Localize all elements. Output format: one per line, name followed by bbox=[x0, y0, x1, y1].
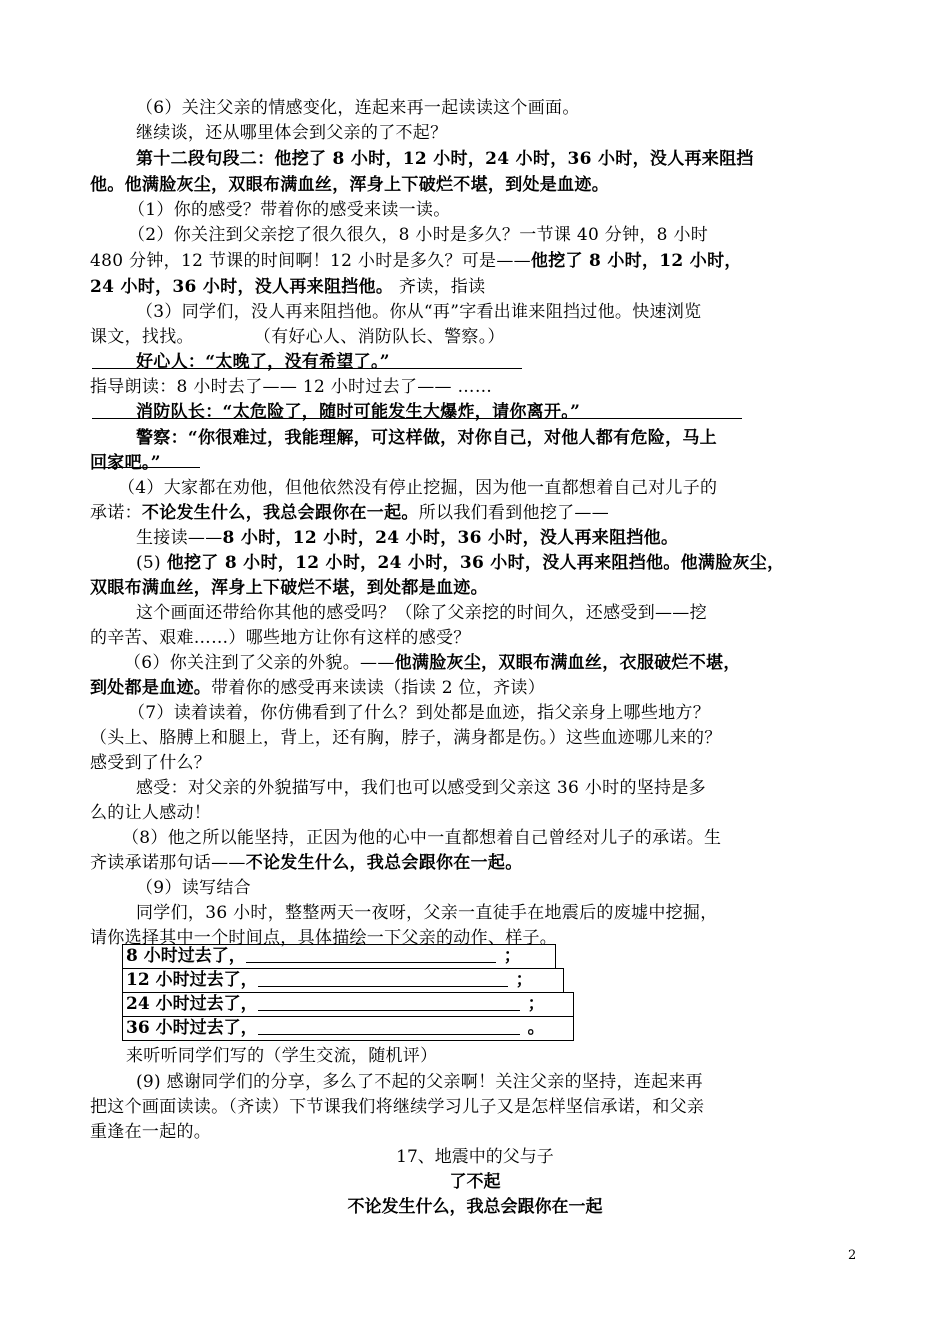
quote-line: 第十二段句段二：他挖了 8 小时，12 小时，24 小时，36 小时，没人再来阻挡 bbox=[136, 149, 754, 169]
para-line: （1）你的感受？带着你的感受来读一读。 bbox=[128, 200, 451, 220]
para-line bbox=[90, 275, 870, 300]
quote-line: 回家吧。” bbox=[90, 453, 161, 473]
para-line: (9) 感谢同学们的分享，多么了不起的父亲啊！关注父亲的坚持，连起来再 bbox=[136, 1072, 703, 1092]
text-run: 课文，找找。 bbox=[90, 327, 194, 347]
writing-row-36h bbox=[122, 1016, 574, 1041]
answer-blank[interactable] bbox=[258, 994, 520, 1011]
quote-run: 他挖了 8 小时，12 小时， bbox=[530, 251, 742, 271]
text-run: (5) bbox=[136, 553, 161, 573]
para-line: （8）他之所以能坚持，正因为他的心中一直都想着自己曾经对儿子的承诺。生 bbox=[122, 828, 722, 848]
quote-run: 不论发生什么，我总会跟你在一起。 bbox=[245, 853, 523, 873]
board-title: 17、地震中的父与子 bbox=[396, 1147, 554, 1167]
row-label: 12 小时过去了， bbox=[126, 970, 258, 990]
writing-row-24h bbox=[122, 992, 574, 1017]
writing-row-12h bbox=[122, 968, 564, 993]
para-line: 感受到了什么？ bbox=[90, 753, 212, 773]
quote-run: 8 小时，12 小时，24 小时，36 小时，没人再来阻挡他。 bbox=[222, 528, 679, 548]
para-line bbox=[90, 325, 870, 350]
para-line: 把这个画面读读。（齐读）下节课我们将继续学习儿子又是怎样坚信承诺，和父亲 bbox=[90, 1097, 705, 1117]
text-run: 齐读，指读 bbox=[398, 277, 486, 297]
para-line: 请你选择其中一个时间点，具体描绘一下父亲的动作、样子。 bbox=[90, 928, 558, 948]
quote-run: 他满脸灰尘，双眼布满血丝，衣服破烂不堪， bbox=[394, 653, 741, 673]
para-line: 来听听同学们写的（学生交流，随机评） bbox=[126, 1046, 438, 1066]
para-line: （6）关注父亲的情感变化，连起来再一起读读这个画面。 bbox=[136, 98, 580, 118]
para-line: （4）大家都在劝他，但他依然没有停止挖掘，因为他一直都想着自己对儿子的 bbox=[118, 478, 718, 498]
para-line: （9）读写结合 bbox=[136, 878, 251, 898]
para-line bbox=[124, 651, 904, 676]
para-line: 指导朗读：8 小时去了—— 12 小时过去了—— …… bbox=[90, 377, 493, 397]
para-line: 感受：对父亲的外貌描写中，我们也可以感受到父亲这 36 小时的坚持是多 bbox=[136, 778, 706, 798]
text-run: 齐读承诺那句话—— bbox=[90, 853, 246, 873]
answer-blank[interactable] bbox=[258, 970, 508, 987]
quote-run: 不论发生什么，我总会跟你在一起。 bbox=[141, 503, 419, 523]
para-line: 同学们，36 小时，整整两天一夜呀，父亲一直徒手在地震后的废墟中挖掘， bbox=[136, 903, 718, 923]
para-line: （2）你关注到父亲挖了很久很久，8 小时是多久？一节课 40 分钟，8 小时 bbox=[128, 225, 709, 245]
row-label: 36 小时过去了， bbox=[126, 1018, 258, 1038]
board-line-1: 了不起 bbox=[449, 1172, 501, 1192]
row-end: ； bbox=[515, 970, 533, 990]
row-label: 8 小时过去了， bbox=[126, 946, 246, 966]
para-line: 这个画面还带给你其他的感受吗？（除了父亲挖的时间久，还感受到——挖 bbox=[136, 603, 707, 623]
para-line: 继续谈，还从哪里体会到父亲的了不起？ bbox=[136, 123, 448, 143]
answer-blank[interactable] bbox=[246, 946, 496, 963]
para-line bbox=[90, 249, 870, 274]
para-line bbox=[136, 526, 916, 551]
page-number: 2 bbox=[848, 1248, 857, 1263]
para-line: 重逢在一起的。 bbox=[90, 1122, 212, 1142]
text-run: 所以我们看到他挖了—— bbox=[418, 503, 610, 523]
row-end: ； bbox=[503, 946, 521, 966]
text-run: 生接读—— bbox=[136, 528, 223, 548]
row-end: 。 bbox=[527, 1018, 545, 1038]
para-line bbox=[90, 851, 870, 876]
quote-line: 双眼布满血丝，浑身上下破烂不堪，到处都是血迹。 bbox=[90, 578, 488, 598]
writing-row-8h bbox=[122, 944, 556, 969]
quote-run: 24 小时，36 小时，没人再来阻挡他。 bbox=[90, 277, 394, 297]
text-run: 480 分钟，12 节课的时间啊！12 小时是多久？可是—— bbox=[90, 251, 531, 271]
text-run: （6）你关注到了父亲的外貌。—— bbox=[124, 653, 395, 673]
para-line bbox=[136, 551, 916, 576]
quote-run: 到处都是血迹。 bbox=[90, 678, 212, 698]
para-line bbox=[90, 501, 870, 526]
answer-blank[interactable] bbox=[258, 1018, 520, 1035]
quote-run: 他挖了 8 小时，12 小时，24 小时，36 小时，没人再来阻挡他。他满脸灰尘， bbox=[166, 553, 785, 573]
para-line: （头上、胳膊上和腿上，背上，还有胸，脖子，满身都是伤。）这些血迹哪儿来的？ bbox=[90, 728, 722, 748]
para-line: 的辛苦、艰难……）哪些地方让你有这样的感受？ bbox=[90, 628, 471, 648]
para-line bbox=[90, 676, 870, 701]
divider bbox=[92, 368, 522, 369]
text-run: （有好心人、消防队长、警察。） bbox=[253, 327, 505, 347]
divider bbox=[92, 467, 200, 468]
para-line: （7）读着读着，你仿佛看到了什么？到处都是血迹，指父亲身上哪些地方？ bbox=[128, 703, 711, 723]
board-line-2: 不论发生什么，我总会跟你在一起 bbox=[347, 1197, 603, 1217]
quote-line: 好心人：“太晚了，没有希望了。” bbox=[136, 352, 390, 372]
text-run: 带着你的感受再来读读（指读 2 位，齐读） bbox=[211, 678, 546, 698]
para-line: 么的让人感动！ bbox=[90, 803, 212, 823]
row-end: ； bbox=[527, 994, 545, 1014]
divider bbox=[92, 418, 742, 419]
row-label: 24 小时过去了， bbox=[126, 994, 258, 1014]
para-line: （3）同学们，没人再来阻挡他。你从“再”字看出谁来阻挡过他。快速浏览 bbox=[136, 302, 702, 322]
quote-line: 他。他满脸灰尘，双眼布满血丝，浑身上下破烂不堪，到处是血迹。 bbox=[90, 175, 609, 195]
quote-line: 消防队长：“太危险了，随时可能发生大爆炸，请你离开。” bbox=[136, 402, 581, 422]
text-run: 承诺： bbox=[90, 503, 142, 523]
quote-line: 警察：“你很难过，我能理解，可这样做，对你自己，对他人都有危险，马上 bbox=[136, 428, 717, 448]
